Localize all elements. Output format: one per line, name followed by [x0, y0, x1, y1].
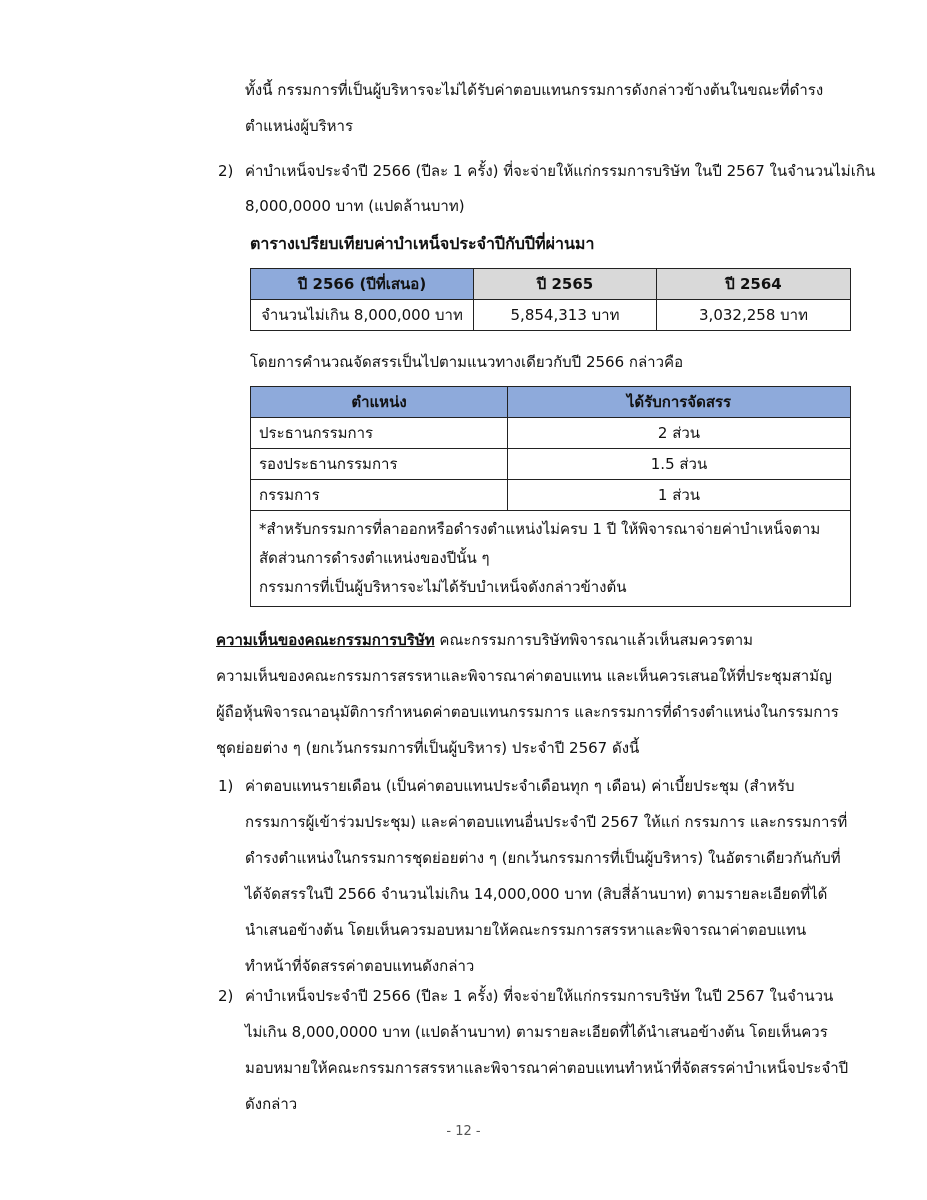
page-number: - 12 -: [446, 1124, 481, 1139]
item-1-line-3: ดำรงตำแหน่งในกรรมการชุดย่อยต่าง ๆ (ยกเว้นกรรมการที่เป็นผู้บริหาร) ในอัตราเดียวกันกับที่: [245, 849, 841, 867]
compare-value-2565: 5,854,313 บาท: [474, 300, 657, 331]
item-1-line-6: ทำหน้าที่จัดสรรค่าตอบแทนดังกล่าว: [245, 957, 475, 975]
share-cell: 2 ส่วน: [508, 418, 851, 449]
item-2-line-4: ดังกล่าว: [245, 1095, 298, 1113]
allocation-table: [250, 386, 851, 607]
compare-header-2565: ปี 2565: [474, 269, 657, 300]
table-row: [251, 449, 851, 480]
item-1-line-5: นำเสนอข้างต้น โดยเห็นควรมอบหมายให้คณะกรรมการสรรหาและพิจารณาค่าตอบแทน: [245, 921, 807, 939]
table-row: [251, 480, 851, 511]
position-cell: รองประธานกรรมการ: [251, 449, 508, 480]
compare-value-2566: จำนวนไม่เกิน 8,000,000 บาท: [251, 300, 474, 331]
allocation-note-line-1: *สำหรับกรรมการที่ลาออกหรือดำรงตำแหน่งไม่ครบ 1 ปี ให้พิจารณาจ่ายค่าบำเหน็จตาม: [259, 520, 821, 538]
item-2-top-line-1: ค่าบำเหน็จประจำปี 2566 (ปีละ 1 ครั้ง) ที่จะจ่ายให้แก่กรรมการบริษัท ในปี 2567 ในจำนวนไม่เกิน: [245, 162, 876, 180]
item-2-top-number: 2): [218, 162, 234, 180]
share-cell: 1 ส่วน: [508, 480, 851, 511]
share-cell: 1.5 ส่วน: [508, 449, 851, 480]
compare-header-2566: ปี 2566 (ปีที่เสนอ): [251, 269, 474, 300]
board-opinion-line-1-text: คณะกรรมการบริษัทพิจารณาแล้วเห็นสมควรตาม: [434, 631, 754, 649]
compare-table: [250, 268, 851, 331]
item-2-line-1: ค่าบำเหน็จประจำปี 2566 (ปีละ 1 ครั้ง) ที่จะจ่ายให้แก่กรรมการบริษัท ในปี 2567 ในจำนวน: [245, 987, 834, 1005]
allocation-note-line-3: กรรมการที่เป็นผู้บริหารจะไม่ได้รับบำเหน็จดังกล่าวข้างต้น: [259, 578, 627, 596]
table-row: [251, 418, 851, 449]
allocation-note-line-2: สัดส่วนการดำรงตำแหน่งของปีนั้น ๆ: [259, 549, 490, 567]
allocation-note: [251, 511, 851, 607]
allocation-intro: โดยการคำนวณจัดสรรเป็นไปตามแนวทางเดียวกับปี 2566 กล่าวคือ: [250, 353, 684, 371]
board-opinion-line-2: ความเห็นของคณะกรรมการสรรหาและพิจารณาค่าตอบแทน และเห็นควรเสนอให้ที่ประชุมสามัญ: [216, 667, 832, 685]
board-opinion-line-3: ผู้ถือหุ้นพิจารณาอนุมัติการกำหนดค่าตอบแทนกรรมการ และกรรมการที่ดำรงตำแหน่งในกรรมการ: [216, 703, 839, 721]
allocation-header-position: ตำแหน่ง: [251, 387, 508, 418]
item-1-line-2: กรรมการผู้เข้าร่วมประชุม) และค่าตอบแทนอื่นประจำปี 2567 ให้แก่ กรรมการ และกรรมการที่: [245, 813, 848, 831]
board-opinion-label: ความเห็นของคณะกรรมการบริษัท: [216, 631, 435, 649]
item-2-top-line-2: 8,000,0000 บาท (แปดล้านบาท): [245, 197, 465, 215]
item-1-number: 1): [218, 777, 234, 795]
item-1-line-4: ได้จัดสรรในปี 2566 จำนวนไม่เกิน 14,000,000 บาท (สิบสี่ล้านบาท) ตามรายละเอียดที่ได้: [245, 885, 828, 903]
compare-header-2564: ปี 2564: [657, 269, 851, 300]
compare-value-2564: 3,032,258 บาท: [657, 300, 851, 331]
allocation-header-share: ได้รับการจัดสรร: [508, 387, 851, 418]
compare-table-title: ตารางเปรียบเทียบค่าบำเหน็จประจำปีกับปีที่ผ่านมา: [250, 234, 595, 253]
item-2-line-3: มอบหมายให้คณะกรรมการสรรหาและพิจารณาค่าตอบแทนทำหน้าที่จัดสรรค่าบำเหน็จประจำปี: [245, 1059, 849, 1077]
intro-line-1: ทั้งนี้ กรรมการที่เป็นผู้บริหารจะไม่ได้รับค่าตอบแทนกรรมการดังกล่าวข้างต้นในขณะที่ดำรง: [245, 81, 824, 99]
board-opinion-line-1: [216, 630, 753, 650]
intro-line-2: ตำแหน่งผู้บริหาร: [245, 117, 354, 135]
position-cell: ประธานกรรมการ: [251, 418, 508, 449]
item-1-line-1: ค่าตอบแทนรายเดือน (เป็นค่าตอบแทนประจำเดือนทุก ๆ เดือน) ค่าเบี้ยประชุม (สำหรับ: [245, 777, 795, 795]
item-2-number: 2): [218, 987, 234, 1005]
item-2-line-2: ไม่เกิน 8,000,0000 บาท (แปดล้านบาท) ตามรายละเอียดที่ได้นำเสนอข้างต้น โดยเห็นควร: [245, 1023, 828, 1041]
position-cell: กรรมการ: [251, 480, 508, 511]
board-opinion-line-4: ชุดย่อยต่าง ๆ (ยกเว้นกรรมการที่เป็นผู้บริหาร) ประจำปี 2567 ดังนี้: [216, 739, 640, 757]
